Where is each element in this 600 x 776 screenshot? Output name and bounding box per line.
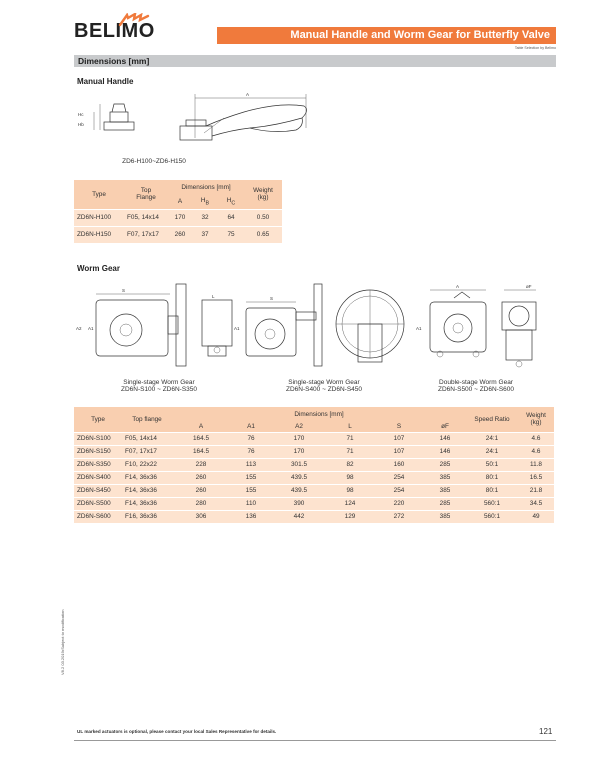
cell-s: 220 — [374, 497, 424, 510]
cell-flange: F14, 36x36 — [122, 497, 172, 510]
cell-a2: 439.5 — [272, 471, 326, 484]
cell-a2: 301.5 — [272, 458, 326, 471]
cell-flange: F16, 36x36 — [122, 510, 172, 523]
table-row — [74, 458, 554, 471]
th-a2: A2 — [272, 421, 326, 432]
table-row — [74, 484, 554, 497]
cell-type: ZD6N-S600 — [74, 510, 122, 523]
cell-weight: 4.6 — [518, 445, 554, 458]
cell-a: 306 — [172, 510, 230, 523]
table-row — [74, 497, 554, 510]
label-hb: Hb — [78, 122, 84, 127]
cell-a2: 170 — [272, 432, 326, 445]
cell-ratio: 560:1 — [466, 510, 518, 523]
cell-ratio: 24:1 — [466, 432, 518, 445]
cell-a2: 439.5 — [272, 484, 326, 497]
cell-flange: F14, 36x36 — [122, 484, 172, 497]
cell-type: ZD6N-S400 — [74, 471, 122, 484]
cell-f: 285 — [424, 458, 466, 471]
page-number: 121 — [539, 727, 553, 736]
th-a1: A1 — [230, 421, 272, 432]
th-s: S — [374, 421, 424, 432]
cell-l: 71 — [326, 432, 374, 445]
belimo-logo: BELIMO — [74, 20, 155, 42]
th-dimensions: Dimensions [mm] — [172, 407, 466, 421]
cell-weight: 34.5 — [518, 497, 554, 510]
cell-f: 385 — [424, 471, 466, 484]
cell-a: 228 — [172, 458, 230, 471]
th-weight: Weight (kg) — [518, 407, 554, 432]
worm-gear-drawings — [74, 278, 556, 374]
cell-l: 98 — [326, 484, 374, 497]
th-hc: $H_C$ — [218, 195, 244, 209]
th-flange: Top flange — [122, 407, 172, 432]
cell-a1: 155 — [230, 471, 272, 484]
table-row: ZD6N-H150 F07, 17x17 260 37 75 0.65 — [74, 226, 282, 243]
th-hb: $H_B$ — [192, 195, 218, 209]
manual-handle-drawing — [74, 88, 324, 160]
cell-f: 146 — [424, 445, 466, 458]
cell-type: ZD6N-S350 — [74, 458, 122, 471]
cell-weight: 49 — [518, 510, 554, 523]
th-speed-ratio: Speed Ratio — [466, 407, 518, 432]
cell-a1: 136 — [230, 510, 272, 523]
label-hc: Hc — [78, 112, 84, 117]
cell-a2: 442 — [272, 510, 326, 523]
th-type: Type — [74, 407, 122, 432]
page-title: Manual Handle and Worm Gear for Butterfly Valve — [217, 27, 556, 44]
table-row — [74, 445, 554, 458]
label-a1-3: A1 — [416, 326, 422, 331]
worm-gear-heading: Worm Gear — [77, 264, 120, 273]
cell-a: 260 — [172, 471, 230, 484]
cell-s: 272 — [374, 510, 424, 523]
th-f: øF — [424, 421, 466, 432]
table-row — [74, 432, 554, 445]
th-dimensions: Dimensions [mm] — [168, 180, 244, 195]
th-l: L — [326, 421, 374, 432]
cell-f: 146 — [424, 432, 466, 445]
cell-ratio: 560:1 — [466, 497, 518, 510]
cell-flange: F10, 22x22 — [122, 458, 172, 471]
th-flange: Top Flange — [124, 180, 168, 209]
side-note: V8.2 03.2019•Subject to modification — [60, 609, 65, 675]
footer-divider — [74, 740, 556, 741]
section-title: Dimensions [mm] — [74, 55, 556, 67]
table-row — [74, 510, 554, 523]
label-a-3: A — [456, 284, 460, 289]
footer-note: UL marked actuators is optional, please contact your local Sales Representative for details. — [77, 729, 277, 734]
cell-f: 285 — [424, 497, 466, 510]
cell-a2: 390 — [272, 497, 326, 510]
cell-l: 129 — [326, 510, 374, 523]
manual-handle-caption: ZD6-H100~ZD6-H150 — [122, 158, 186, 165]
cell-ratio: 50:1 — [466, 458, 518, 471]
cell-a: 164.5 — [172, 432, 230, 445]
cell-weight: 21.8 — [518, 484, 554, 497]
cell-type: ZD6N-S150 — [74, 445, 122, 458]
th-a: A — [172, 421, 230, 432]
cell-f: 385 — [424, 510, 466, 523]
table-row — [74, 471, 554, 484]
cell-flange: F14, 36x36 — [122, 471, 172, 484]
th-a: A — [168, 195, 192, 209]
label-s-2: S — [270, 296, 274, 301]
drawing-caption-1: Single-stage Worm Gear ZD6N-S100 ~ ZD6N-S350 — [120, 379, 198, 393]
cell-a1: 110 — [230, 497, 272, 510]
cell-flange: F05, 14x14 — [122, 432, 172, 445]
cell-type: ZD6N-S500 — [74, 497, 122, 510]
cell-type: ZD6N-S100 — [74, 432, 122, 445]
manual-handle-heading: Manual Handle — [77, 77, 134, 86]
label-s-1: S — [122, 288, 126, 293]
cell-s: 107 — [374, 445, 424, 458]
cell-a: 260 — [172, 484, 230, 497]
label-l-1: L — [212, 294, 215, 299]
cell-a1: 155 — [230, 484, 272, 497]
cell-l: 71 — [326, 445, 374, 458]
cell-a: 280 — [172, 497, 230, 510]
label-a1-2: A1 — [234, 326, 240, 331]
cell-ratio: 80:1 — [466, 484, 518, 497]
cell-ratio: 24:1 — [466, 445, 518, 458]
cell-flange: F07, 17x17 — [122, 445, 172, 458]
th-weight: Weight (kg) — [244, 180, 282, 209]
cell-a2: 170 — [272, 445, 326, 458]
cell-type: ZD6N-S450 — [74, 484, 122, 497]
cell-s: 107 — [374, 432, 424, 445]
cell-weight: 16.5 — [518, 471, 554, 484]
cell-weight: 11.8 — [518, 458, 554, 471]
label-a1-1: A1 — [88, 326, 94, 331]
cell-a: 164.5 — [172, 445, 230, 458]
cell-s: 254 — [374, 484, 424, 497]
cell-f: 385 — [424, 484, 466, 497]
cell-a1: 113 — [230, 458, 272, 471]
label-phif-3: øF — [526, 284, 532, 289]
cell-s: 160 — [374, 458, 424, 471]
cell-ratio: 80:1 — [466, 471, 518, 484]
cell-a1: 76 — [230, 432, 272, 445]
label-a2-1: A2 — [76, 326, 82, 331]
cell-a1: 76 — [230, 445, 272, 458]
manual-handle-table — [74, 180, 282, 243]
logo-mark-icon — [118, 13, 152, 27]
label-a: A — [246, 92, 250, 97]
table-row: ZD6N-H100 F05, 14x14 170 32 64 0.50 — [74, 209, 282, 226]
cell-l: 82 — [326, 458, 374, 471]
cell-l: 98 — [326, 471, 374, 484]
drawing-caption-3: Double-stage Worm Gear ZD6N-S500 ~ ZD6N-S600 — [437, 379, 515, 393]
th-type: Type — [74, 180, 124, 209]
cell-weight: 4.6 — [518, 432, 554, 445]
header-subtitle: Table Selection by Belimo — [514, 46, 556, 50]
cell-s: 254 — [374, 471, 424, 484]
worm-gear-table — [74, 407, 554, 523]
drawing-caption-2: Single-stage Worm Gear ZD6N-S400 ~ ZD6N-S450 — [285, 379, 363, 393]
cell-l: 124 — [326, 497, 374, 510]
